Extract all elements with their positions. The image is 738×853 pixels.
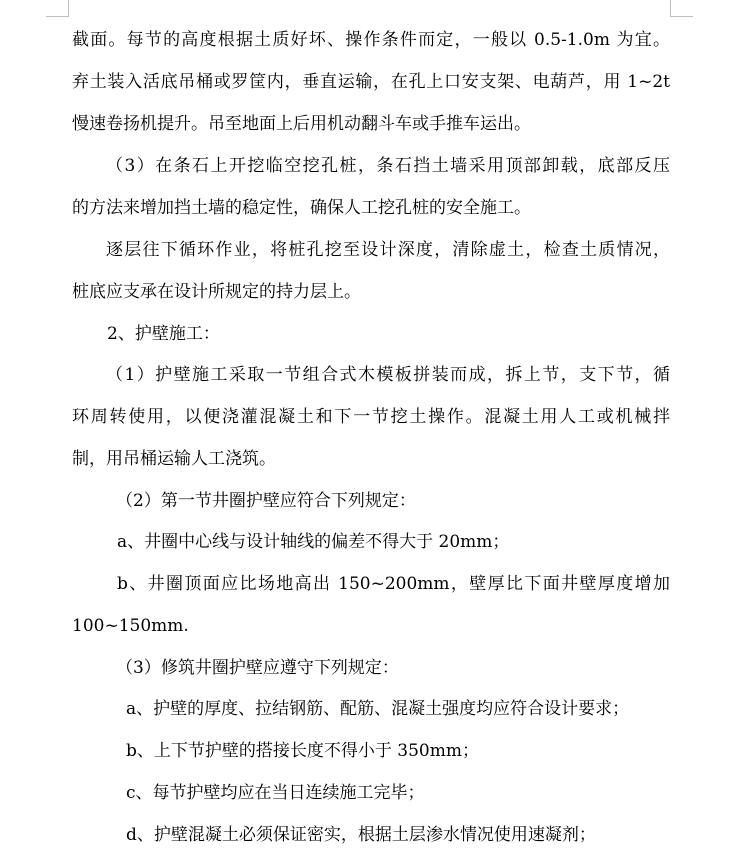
list-item: b、上下节护壁的搭接长度不得小于 350mm； xyxy=(126,741,479,761)
list-item: d、护壁混凝土必须保证密实，根据土层渗水情况使用速凝剂； xyxy=(126,825,596,845)
list-item: a、井圈中心线与设计轴线的偏差不得大于 20mm； xyxy=(117,532,510,552)
text-line: 截面。每节的高度根据土质好坏、操作条件而定，一般以 0.5-1.0m 为宜。 xyxy=(72,30,670,50)
text-line: 逐层往下循环作业，将桩孔挖至设计深度，清除虚土，检查土质情况， xyxy=(106,240,670,260)
text-line: 100~150mm. xyxy=(72,616,189,636)
text-line: 慢速卷扬机提升。吊至地面上后用机动翻斗车或手推车运出。 xyxy=(72,114,531,134)
text-line: （1）护壁施工采取一节组合式木模板拼装而成，拆上节，支下节，循 xyxy=(106,365,670,385)
crop-mark-top-right-horizontal xyxy=(670,16,693,17)
crop-mark-top-right-vertical xyxy=(670,0,671,16)
text-line: 的方法来增加挡土墙的稳定性，确保人工挖孔桩的安全施工。 xyxy=(72,198,531,218)
text-line: （3）在条石上开挖临空挖孔桩，条石挡土墙采用顶部卸载，底部反压 xyxy=(106,156,670,176)
text-line: 弃土装入活底吊桶或罗筐内，垂直运输，在孔上口安支架、电葫芦，用 1~2t xyxy=(72,72,670,92)
list-item: b、井圈顶面应比场地高出 150~200mm，壁厚比下面井壁厚度增加 xyxy=(117,574,670,594)
text-line: 桩底应支承在设计所规定的持力层上。 xyxy=(72,282,361,302)
text-line: 制，用吊桶运输人工浇筑。 xyxy=(72,449,276,469)
text-line: 环周转使用，以便浇灌混凝土和下一节挖土操作。混凝土用人工或机械拌 xyxy=(72,407,670,427)
list-item: a、护壁的厚度、拉结钢筋、配筋、混凝土强度均应符合设计要求； xyxy=(126,699,630,719)
list-item: c、每节护壁均应在当日连续施工完毕； xyxy=(126,783,425,803)
crop-mark-top-left-vertical xyxy=(68,0,69,16)
crop-mark-top-left-horizontal xyxy=(46,16,69,17)
text-line: （2）第一节井圈护壁应符合下列规定： xyxy=(116,491,416,511)
section-heading: 2、护壁施工： xyxy=(107,324,220,344)
text-line: （3）修筑井圈护壁应遵守下列规定： xyxy=(116,658,399,678)
